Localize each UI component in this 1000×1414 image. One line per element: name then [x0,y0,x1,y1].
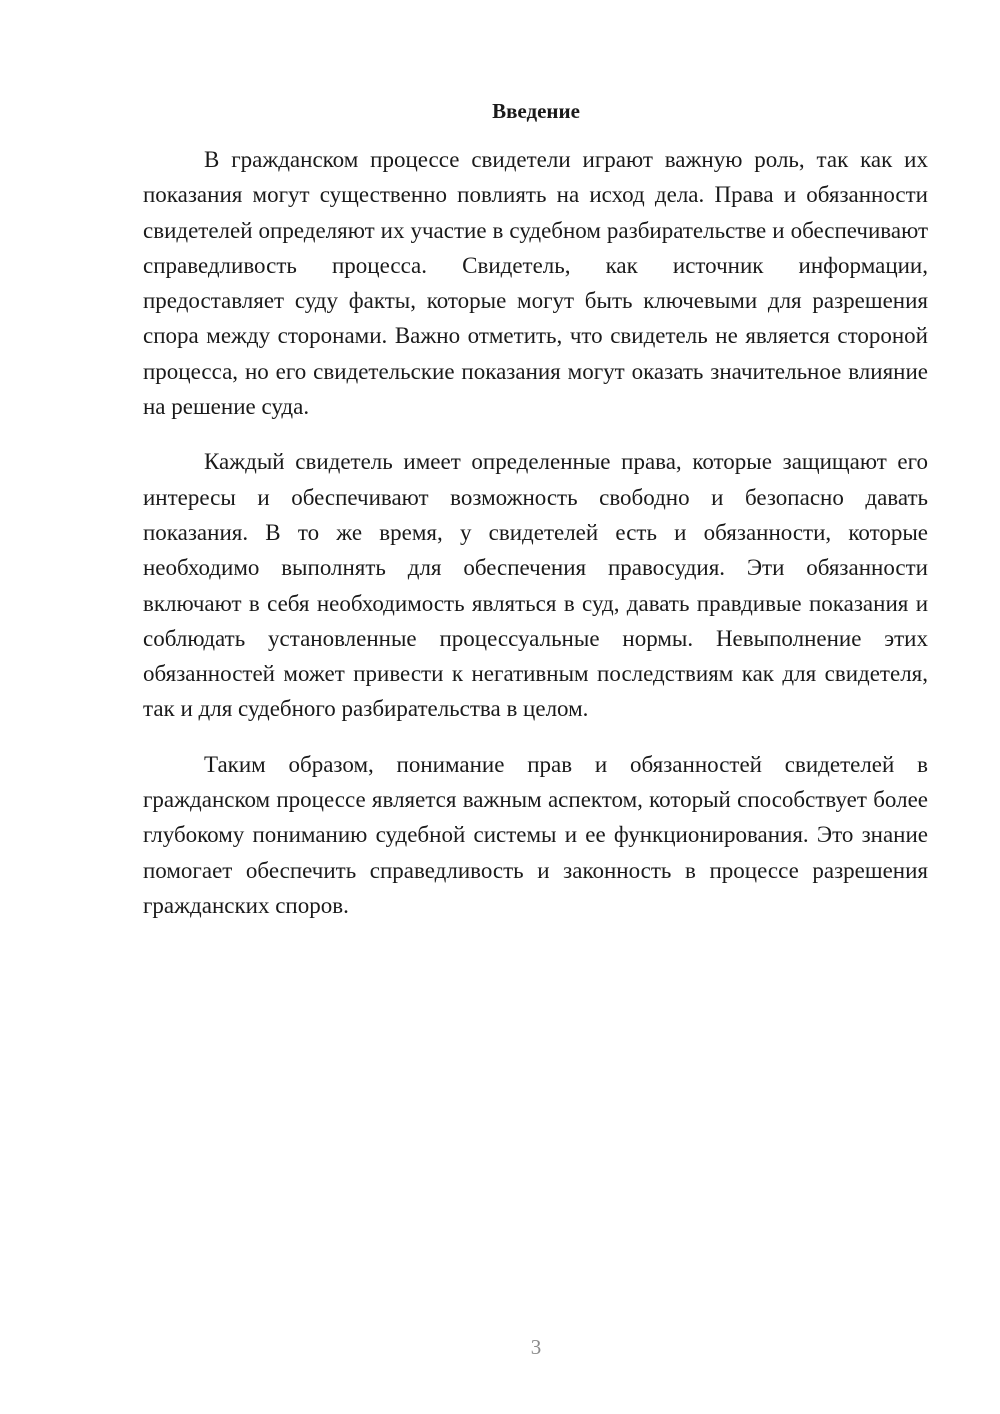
paragraph-1: В гражданском процессе свидетели играют важную роль, так как их показания могут существенно повлиять на исход дела. Права и обязанности свидетелей определяют их участие в судебном разбирательстве и обеспечивают справедливость процесса. Свидетель, как источник информации, предоставляет суду факты, которые могут быть ключевыми для разрешения спора между сторонами. Важно отметить, что свидетель не является стороной процесса, но его свидетельские показания могут оказать значительное влияние на решение суда. [143,147,928,420]
page-title: Введение [492,99,580,123]
paragraph-2: Каждый свидетель имеет определенные права, которые защищают его интересы и обеспечивают возможность свободно и безопасно давать показания. В то же время, у свидетелей есть и обязанности, которые необходимо выполнять для обеспечения правосудия. Эти обязанности включают в себя необходимость являться в суд, давать правдивые показания и соблюдать установленные процессуальные нормы. Невыполнение этих обязанностей может привести к негативным последствиям как для свидетеля, так и для судебного разбирательства в целом. [143,449,928,722]
page-number: 3 [530,1335,542,1359]
body-text [143,142,928,923]
paragraph-3: Таким образом, понимание прав и обязанностей свидетелей в гражданском процессе является важным аспектом, который способствует более глубокому пониманию судебной системы и ее функционирования. Это знание помогает обеспечить справедливость и законность в процессе разрешения гражданских споров. [143,751,928,918]
